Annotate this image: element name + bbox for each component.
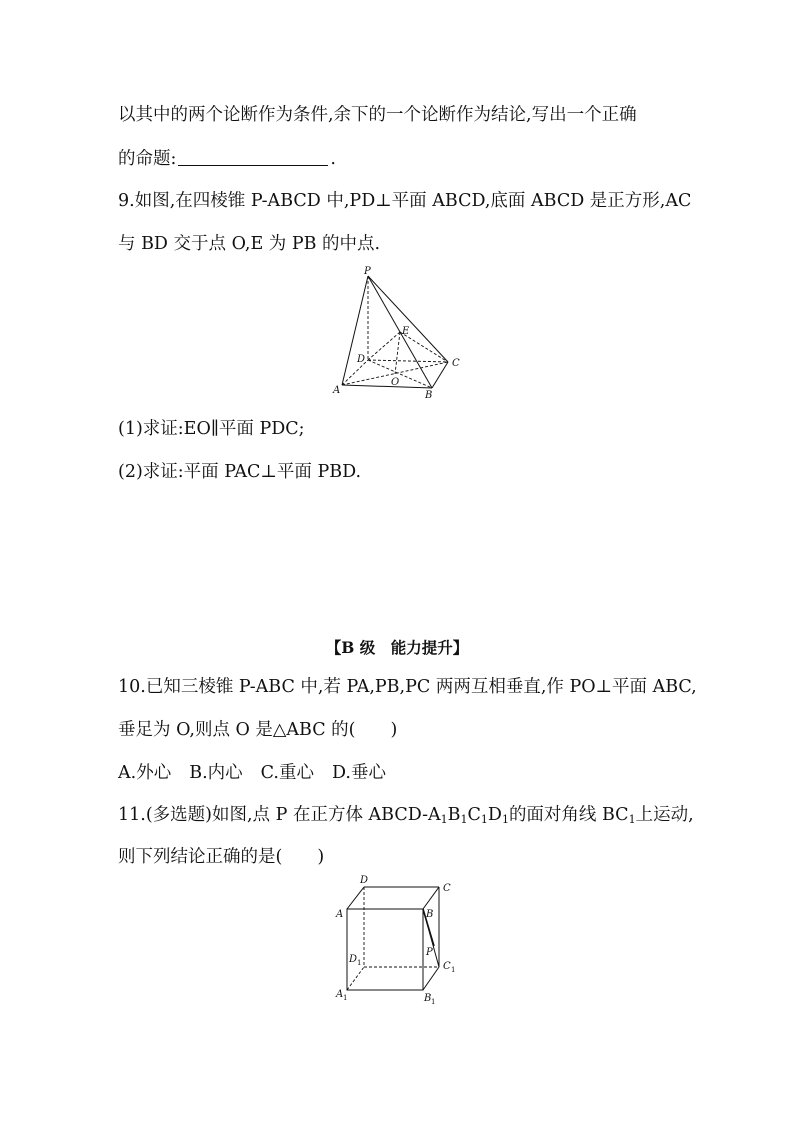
q10-line2: 垂足为 O,则点 O 是△ABC 的( ): [118, 720, 398, 740]
label-B: B: [425, 390, 433, 401]
option-d[interactable]: D.垂心: [331, 763, 386, 783]
q11-text-b: B: [447, 805, 461, 825]
label-A: A: [333, 385, 341, 396]
q11-text-c: C: [467, 805, 481, 825]
label-C: C: [452, 358, 460, 369]
q11-text-f: 上运动,: [635, 805, 694, 825]
cube-label-P: P: [426, 947, 433, 958]
cube-label-B: B: [426, 909, 434, 920]
cube-diagram: [330, 870, 470, 1010]
q9-line1: 9.如图,在四棱锥 P-ABCD 中,PD⊥平面 ABCD,底面 ABCD 是正方形,AC: [118, 191, 692, 211]
sub-1: 1: [480, 813, 488, 826]
q10-line1: 10.已知三棱锥 P-ABC 中,若 PA,PB,PC 两两互相垂直,作 PO⊥平面 ABC,: [118, 677, 697, 697]
q8-line2: [118, 148, 336, 170]
q11-line2: 则下列结论正确的是( ): [118, 847, 325, 867]
option-c[interactable]: C.重心: [260, 763, 314, 783]
q9-part2: (2)求证:平面 PAC⊥平面 PBD.: [118, 462, 362, 482]
sub-1: 1: [501, 813, 509, 826]
option-a[interactable]: A.外心: [118, 763, 172, 783]
cube-sub-A1: 1: [343, 994, 348, 1002]
cube-label-A: A: [336, 909, 344, 920]
cube-label-A1: A: [336, 989, 344, 1000]
sub-1: 1: [460, 813, 468, 826]
q8-line2-prefix: 的命题:: [118, 149, 177, 169]
q8-line1: 以其中的两个论断作为条件,余下的一个论断作为结论,写出一个正确: [118, 105, 637, 125]
section-b-heading: 【B 级 能力提升】: [325, 638, 469, 657]
pyramid-diagram: [325, 262, 475, 402]
sub-1: 1: [440, 813, 448, 826]
cube-label-C: C: [443, 883, 451, 894]
cube-label-B1: B: [424, 993, 432, 1004]
label-P: P: [364, 266, 371, 277]
sub-1: 1: [628, 813, 636, 826]
label-O: O: [391, 377, 400, 388]
cube-sub-D1: 1: [357, 959, 362, 967]
cube-label-D: D: [360, 875, 369, 886]
label-E: E: [402, 326, 410, 337]
option-b[interactable]: B.内心: [189, 763, 243, 783]
q8-line2-suffix: .: [330, 149, 336, 169]
label-D: D: [357, 354, 366, 365]
cube-sub-C1: 1: [451, 966, 456, 974]
cube-label-D1: D: [349, 954, 358, 965]
q11-text-e: 的面对角线 BC: [508, 805, 629, 825]
q11-text-d: D: [487, 805, 502, 825]
answer-blank[interactable]: [178, 149, 328, 166]
q11-line1: [118, 804, 694, 831]
cube-label-C1: C: [443, 961, 451, 972]
cube-sub-B1: 1: [431, 998, 436, 1006]
q9-line2: 与 BD 交于点 O,E 为 PB 的中点.: [118, 234, 381, 254]
q10-options: [118, 762, 386, 784]
q9-part1: (1)求证:EO∥平面 PDC;: [118, 419, 305, 439]
q11-text-a: 11.(多选题)如图,点 P 在正方体 ABCD-A: [118, 805, 441, 825]
